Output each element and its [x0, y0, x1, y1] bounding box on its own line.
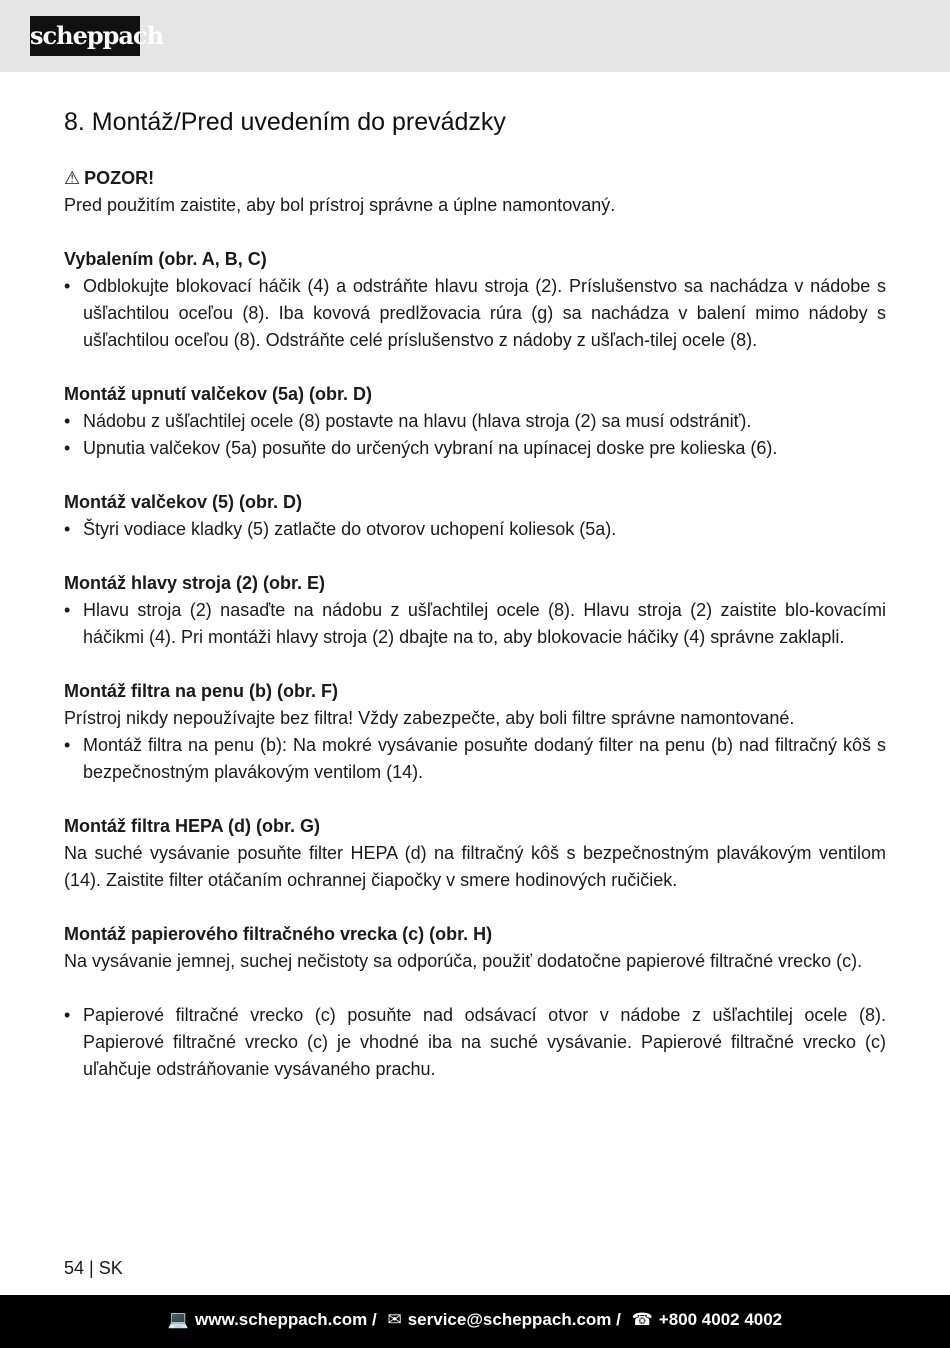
list-item: • Montáž filtra na penu (b): Na mokré vysávanie posuňte dodaný filter na penu (b) nad filtračný kôš s bezpečnostným plavákovým ventilom (14).	[64, 732, 886, 786]
page-content	[64, 108, 886, 1083]
warning-label: POZOR!	[84, 168, 155, 188]
list-item: • Upnutia valčekov (5a) posuňte do určených vybraní na upínacej doske pre kolieska (6).	[64, 435, 886, 462]
warning-block	[64, 165, 886, 219]
section-heading: Montáž hlavy stroja (2) (obr. E)	[64, 573, 326, 593]
footer-website[interactable]: www.scheppach.com /	[195, 1310, 377, 1329]
footer-bar	[0, 1295, 950, 1348]
section-heading: Montáž filtra na penu (b) (obr. F)	[64, 681, 338, 701]
section-text: Na vysávanie jemnej, suchej nečistoty sa odporúča, použiť dodatočne papierové filtračné vrecko (c).	[64, 951, 863, 971]
list-item: • Hlavu stroja (2) nasaďte na nádobu z ušľachtilej ocele (8). Hlavu stroja (2) zaistite blo-kovacími háčikmi (4). Pri montáži hlavy stroja (2) dbajte na to, aby blokovacie háčiky (4) správne zaklapli.	[64, 597, 886, 651]
laptop-icon: 💻	[167, 1310, 190, 1329]
section-hepa-filter	[64, 813, 886, 894]
section-heading: Vybalením (obr. A, B, C)	[64, 249, 267, 269]
section-roller-mounts	[64, 381, 886, 462]
footer-email[interactable]: service@scheppach.com /	[407, 1310, 621, 1329]
page-number: 54 | SK	[64, 1258, 123, 1278]
section-text: Prístroj nikdy nepoužívajte bez filtra! Vždy zabezpečte, aby boli filtre správne namontované.	[64, 708, 795, 728]
page-title: 8. Montáž/Pred uvedením do prevádzky	[64, 108, 506, 136]
phone-icon: ☎	[631, 1310, 653, 1329]
section-heading: Montáž filtra HEPA (d) (obr. G)	[64, 816, 320, 836]
section-machine-head	[64, 570, 886, 651]
list-item: • Odblokujte blokovací háčik (4) a odstráňte hlavu stroja (2). Príslušenstvo sa nachádza v nádobe s ušľachtilou oceľou (8). Iba kovová predlžovacia rúra (g) sa nachádza v balení mimo nádoby s ušľachtilou oceľou (8). Odstráňte celé príslušenstvo z nádoby z ušľach-tilej ocele (8).	[64, 273, 886, 354]
bullet-list	[64, 408, 886, 462]
footer-phone[interactable]: +800 4002 4002	[658, 1310, 783, 1329]
bullet-list	[64, 597, 886, 651]
bullet-list	[64, 732, 886, 786]
section-heading: Montáž valčekov (5) (obr. D)	[64, 492, 303, 512]
section-unpacking	[64, 246, 886, 354]
warning-text: Pred použitím zaistite, aby bol prístroj správne a úplne namontovaný.	[64, 195, 616, 215]
section-heading: Montáž papierového filtračného vrecka (c) (obr. H)	[64, 924, 493, 944]
header-bar	[0, 0, 950, 72]
list-item: • Štyri vodiace kladky (5) zatlačte do otvorov uchopení koliesok (5a).	[64, 516, 886, 543]
warning-heading	[64, 165, 886, 192]
mail-icon: ✉	[387, 1310, 402, 1329]
section-paper-bag	[64, 921, 886, 1083]
list-item: • Nádobu z ušľachtilej ocele (8) postavte na hlavu (hlava stroja (2) sa musí odstrániť).	[64, 408, 886, 435]
section-heading: Montáž upnutí valčekov (5a) (obr. D)	[64, 384, 373, 404]
bullet-list	[64, 516, 886, 543]
section-text: Na suché vysávanie posuňte filter HEPA (d) na filtračný kôš s bezpečnostným plavákovým ventilom (14). Zaistite filter otáčaním ochrannej čiapočky v smere hodinových ručičiek.	[64, 843, 886, 890]
scheppach-logo: scheppach	[30, 16, 140, 56]
section-foam-filter	[64, 678, 886, 786]
warning-triangle-icon: ⚠	[64, 168, 81, 188]
bullet-list	[64, 1002, 886, 1083]
list-item: • Papierové filtračné vrecko (c) posuňte nad odsávací otvor v nádobe z ušľachtilej ocele (8). Papierové filtračné vrecko (c) je vhodné iba na suché vysávanie. Papierové filtračné vrecko (c) uľahčuje odstráňovanie vysávaného prachu.	[64, 1002, 886, 1083]
bullet-list	[64, 273, 886, 354]
section-rollers	[64, 489, 886, 543]
